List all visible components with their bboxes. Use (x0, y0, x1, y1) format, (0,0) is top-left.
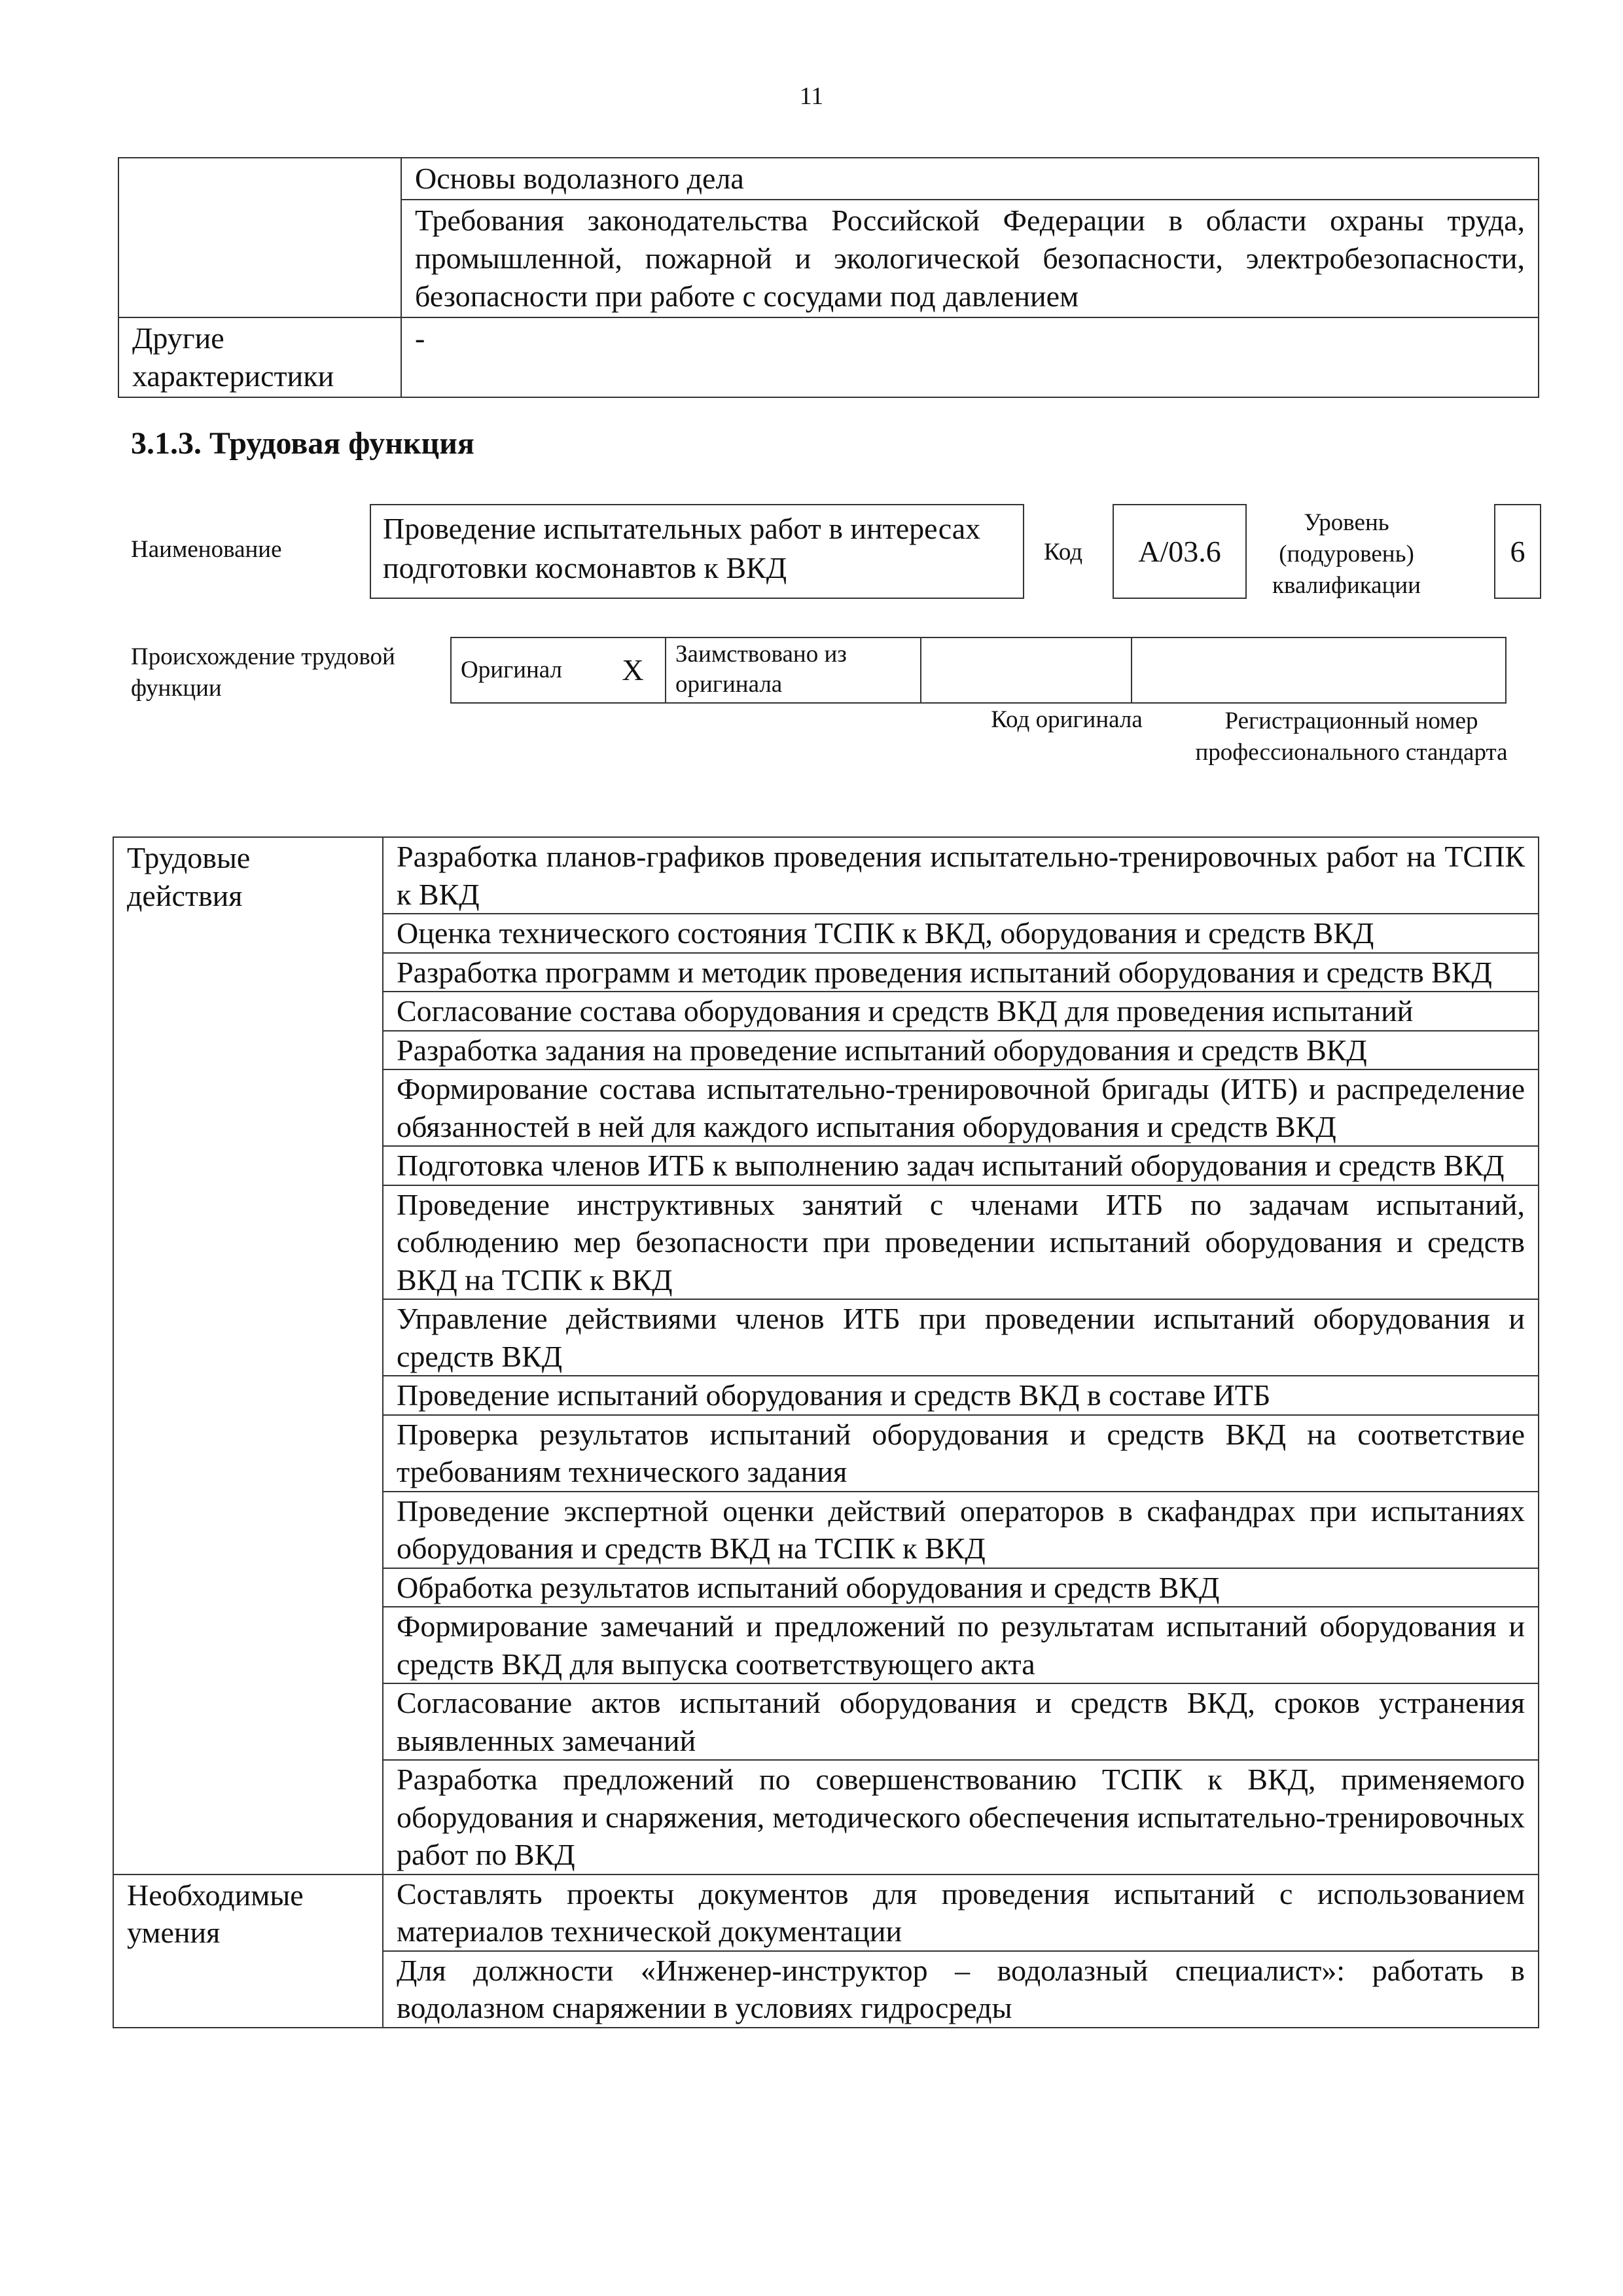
labor-action-row-text: Подготовка членов ИТБ к выполнению задач испытаний оборудования и средств ВКД (383, 1146, 1539, 1185)
origin-table (450, 637, 1507, 704)
labor-action-row (113, 837, 1539, 914)
registration-number-caption: Регистрационный номер профессионального стандарта (1195, 708, 1508, 766)
required-skill-row (113, 1874, 1539, 1951)
qualification-level: 6 (1494, 504, 1541, 599)
labor-action-row-text: Разработка программ и методик проведения испытаний оборудования и средств ВКД (383, 953, 1539, 992)
labor-action-row-text: Обработка результатов испытаний оборудования и средств ВКД (383, 1568, 1539, 1607)
other-characteristics-value: - (401, 317, 1539, 397)
labor-action-row-text: Формирование состава испытательно-тренировочной бригады (ИТБ) и распределение обязанностей в ней для каждого испытания оборудования и средств ВКД (383, 1069, 1539, 1146)
function-name: Проведение испытательных работ в интересах подготовки космонавтов к ВКД (370, 504, 1024, 599)
knowledge-label-cell (118, 158, 401, 317)
original-code-caption: Код оригинала (991, 706, 1143, 733)
knowledge-item: Требования законодательства Российской Федерации в области охраны труда, промышленной, пожарной и экологической безопасности, электробезопасности, безопасности при работе с сосудами под давлением (401, 200, 1539, 317)
labor-action-row-text: Согласование состава оборудования и средств ВКД для проведения испытаний (383, 992, 1539, 1031)
labor-action-row-text: Управление действиями членов ИТБ при проведении испытаний оборудования и средств ВКД (383, 1299, 1539, 1376)
code-label: Код (1044, 539, 1083, 565)
other-characteristics-label: Другие характеристики (118, 317, 401, 397)
section-heading: 3.1.3. Трудовая функция (131, 426, 474, 461)
labor-action-row-text: Проверка результатов испытаний оборудования и средств ВКД на соответствие требованиям технического задания (383, 1415, 1539, 1492)
original-mark: X (601, 637, 666, 703)
name-label: Наименование (131, 536, 282, 563)
labor-action-row-text: Оценка технического состояния ТСПК к ВКД, оборудования и средств ВКД (383, 914, 1539, 953)
origin-label: Происхождение трудовой функции (131, 643, 395, 702)
labor-action-row-text: Проведение экспертной оценки действий операторов в скафандрах при испытаниях оборудования и средств ВКД на ТСПК к ВКД (383, 1492, 1539, 1568)
required-skill-row-text: Составлять проекты документов для проведения испытаний с использованием материалов технической документации (383, 1874, 1539, 1951)
level-label: Уровень (подуровень) квалификации (1272, 509, 1421, 599)
labor-action-row-text: Проведение испытаний оборудования и средств ВКД в составе ИТБ (383, 1376, 1539, 1415)
labor-action-row-text: Проведение инструктивных занятий с членами ИТБ по задачам испытаний, соблюдению мер безопасности при проведении испытаний оборудования и средств ВКД на ТСПК к ВКД (383, 1185, 1539, 1300)
labor-action-row-text: Разработка предложений по совершенствованию ТСПК к ВКД, применяемого оборудования и снаряжения, методического обеспечения испытательно-тренировочных работ по ВКД (383, 1760, 1539, 1874)
original-code-cell (921, 637, 1132, 703)
required-skill-row-text: Для должности «Инженер-инструктор – водолазный специалист»: работать в водолазном снаряжении в условиях гидросреды (383, 1951, 1539, 2028)
labor-action-row-text: Разработка планов-графиков проведения испытательно-тренировочных работ на ТСПК к ВКД (383, 837, 1539, 914)
function-details-table (113, 836, 1539, 2028)
labor-action-row-text: Согласование актов испытаний оборудования и средств ВКД, сроков устранения выявленных замечаний (383, 1683, 1539, 1760)
labor-actions-label: Трудовые действия (113, 837, 383, 1874)
page-number: 11 (799, 82, 824, 110)
registration-number-cell (1132, 637, 1506, 703)
knowledge-item: Основы водолазного дела (401, 158, 1539, 200)
labor-action-row-text: Разработка задания на проведение испытаний оборудования и средств ВКД (383, 1031, 1539, 1070)
function-code: А/03.6 (1113, 504, 1247, 599)
labor-action-row-text: Формирование замечаний и предложений по результатам испытаний оборудования и средств ВКД для выпуска соответствующего акта (383, 1607, 1539, 1683)
original-label: Оригинал (451, 637, 601, 703)
knowledge-table (118, 157, 1539, 398)
required-skills-label: Необходимые умения (113, 1874, 383, 2028)
borrowed-label: Заимствовано из оригинала (666, 637, 921, 703)
